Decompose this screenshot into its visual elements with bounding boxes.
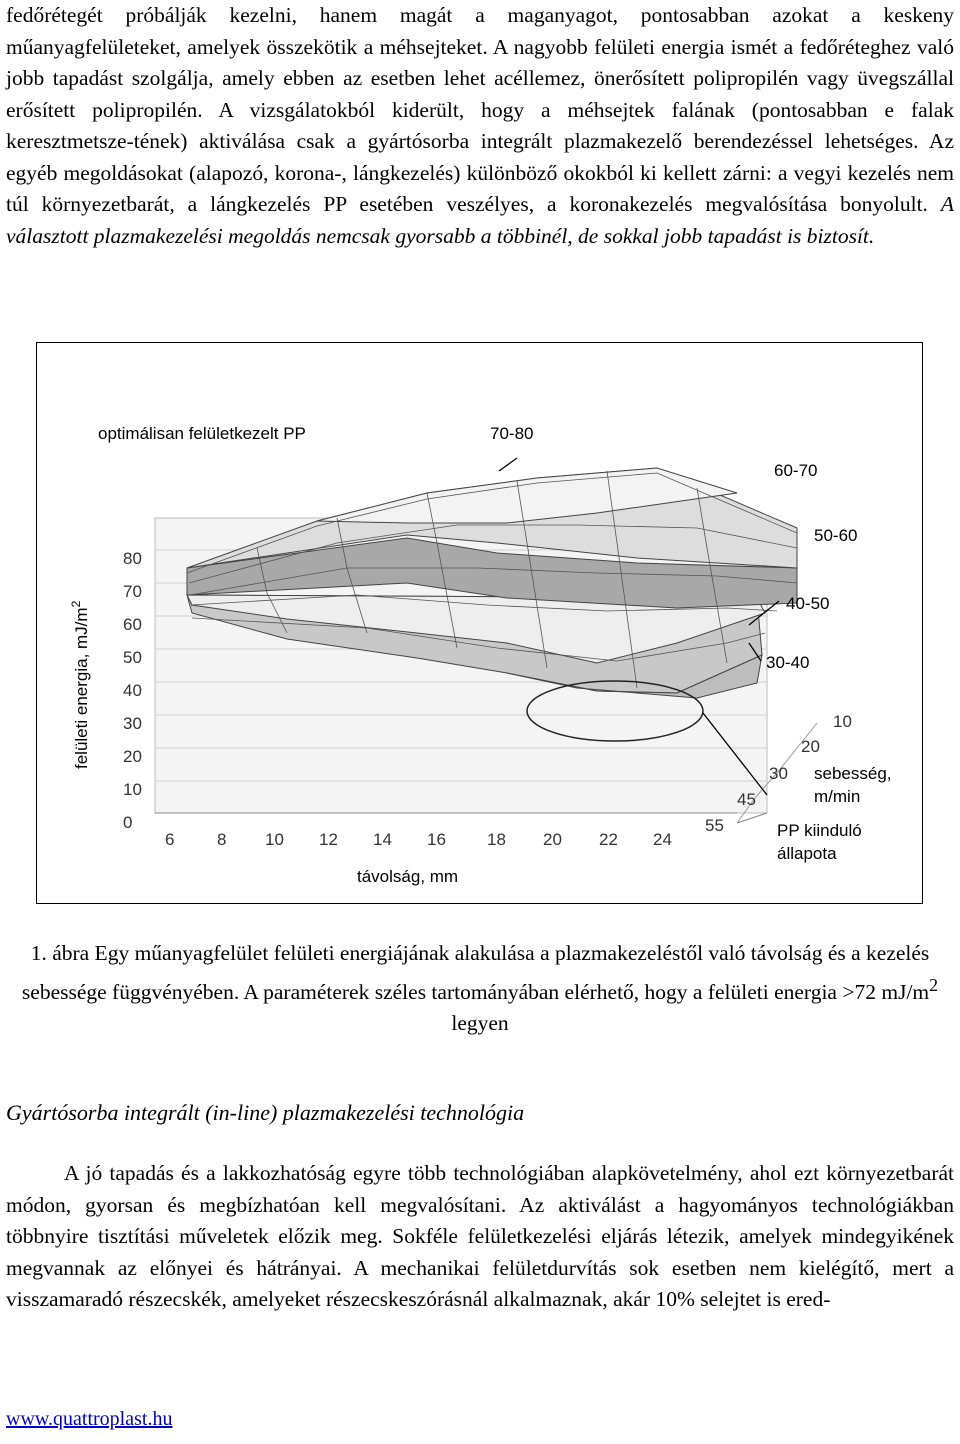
band-label-50-60: 50-60 xyxy=(814,526,858,545)
svg-text:16: 16 xyxy=(427,830,446,849)
x-axis-ticks xyxy=(165,830,672,849)
paragraph-body-text: A jó tapadás és a lakkozhatóság egyre több technológiában alapkövetelmény, ahol ezt környezetbarát módon, gyorsan és megbízhatóan kell megvalósítani. Az aktiválást a hagyományos technológiákban többnyire tisztítási műveletek előzik meg. Sokféle felületkezelési eljárás létezik, amelyek mindegyikének megvannak az előnyei és hátrányai. A mechanikai felületdurvítás sok esetben nem kielégítő, mert a visszamaradó részecskék, amelyeket részecskeszórásnál alkalmaznak, akár 10% selejtet is ered- xyxy=(6,1161,954,1311)
svg-text:10: 10 xyxy=(833,712,852,731)
figure-3d-surface-plot xyxy=(36,342,923,904)
svg-text:22: 22 xyxy=(599,830,618,849)
section-title: Gyártósorba integrált (in-line) plazmakezelési technológia xyxy=(6,1100,525,1125)
svg-text:0: 0 xyxy=(123,813,133,832)
caption-text: 1. ábra Egy műanyagfelület felületi energiájának alakulása a plazmakezeléstől való távolság és a kezelés sebessége függvényében. A paraméterek széles tartományában elérhető, hogy a felületi energia >72 mJ/m xyxy=(21,941,930,1004)
svg-text:10: 10 xyxy=(123,780,142,799)
band-label-60-70: 60-70 xyxy=(774,461,818,480)
figure-caption xyxy=(6,938,954,1040)
caption-superscript: 2 xyxy=(929,974,939,995)
svg-text:60: 60 xyxy=(123,615,142,634)
svg-text:20: 20 xyxy=(123,747,142,766)
surface-plot-svg xyxy=(37,343,922,903)
y-axis-label-line1: sebesség, xyxy=(814,764,892,783)
y-axis-label-line2: m/min xyxy=(814,787,861,806)
svg-text:30: 30 xyxy=(769,764,788,783)
annotation-optimal: optimálisan felületkezelt PP xyxy=(98,424,306,443)
band-label-40-50: 40-50 xyxy=(786,594,830,613)
svg-text:14: 14 xyxy=(373,830,392,849)
z-axis-ticks xyxy=(123,549,142,832)
svg-text:12: 12 xyxy=(319,830,338,849)
paragraph-intro-italic: A választott plazmakezelési megoldás nemcsak gyorsabb a többinél, de sokkal jobb tapadást is biztosít. xyxy=(6,192,954,248)
svg-text:8: 8 xyxy=(217,830,227,849)
footer-website-link[interactable]: www.quattroplast.hu xyxy=(6,1408,173,1430)
z-axis-label: felületi energia, $mJ/m^2$ xyxy=(69,600,91,769)
band-label-70-80: 70-80 xyxy=(490,424,534,443)
paragraph-intro-text: fedőrétegét próbálják kezelni, hanem magát a maganyagot, pontosabban azokat a keskeny műanyagfelületeket, amelyek összekötik a méhsejteket. A nagyobb felületi energia ismét a fedőréteghez való jobb tapadást szolgálja, amely ebben az esetben lehet acéllemez, önerősített polipropilén vagy üvegszállal erősített polipropilén. A vizsgálatokból kiderült, hogy a méhsejtek falának (pontosabban e falak keresztmetsze-tének) aktiválása csak a gyártósorba integrált plazmakezelő berendezéssel lehetséges. Az egyéb megoldásokat (alapozó, korona-, lángkezelés) különböző okokból ki kellett zárni: a vegyi kezelés nem túl környezetbarát, a lángkezelés PP esetében veszélyes, a koronakezelés megvalósítása bonyolult. xyxy=(6,3,954,216)
svg-text:10: 10 xyxy=(265,830,284,849)
paragraph-intro xyxy=(6,0,954,252)
svg-text:20: 20 xyxy=(543,830,562,849)
svg-text:45: 45 xyxy=(737,790,756,809)
x-axis-label: távolság, mm xyxy=(357,867,459,886)
caption-tail: legyen xyxy=(451,1011,509,1036)
svg-text:18: 18 xyxy=(487,830,506,849)
annotation-initial-line2: állapota xyxy=(777,844,837,863)
svg-text:40: 40 xyxy=(123,681,142,700)
svg-text:6: 6 xyxy=(165,830,175,849)
svg-text:50: 50 xyxy=(123,648,142,667)
band-label-30-40: 30-40 xyxy=(766,653,810,672)
svg-text:80: 80 xyxy=(123,549,142,568)
paragraph-body xyxy=(6,1158,954,1316)
svg-text:55: 55 xyxy=(705,816,724,835)
svg-text:30: 30 xyxy=(123,714,142,733)
svg-text:24: 24 xyxy=(653,830,672,849)
svg-text:20: 20 xyxy=(801,737,820,756)
svg-text:70: 70 xyxy=(123,582,142,601)
annotation-initial-line1: PP kiinduló xyxy=(777,821,862,840)
